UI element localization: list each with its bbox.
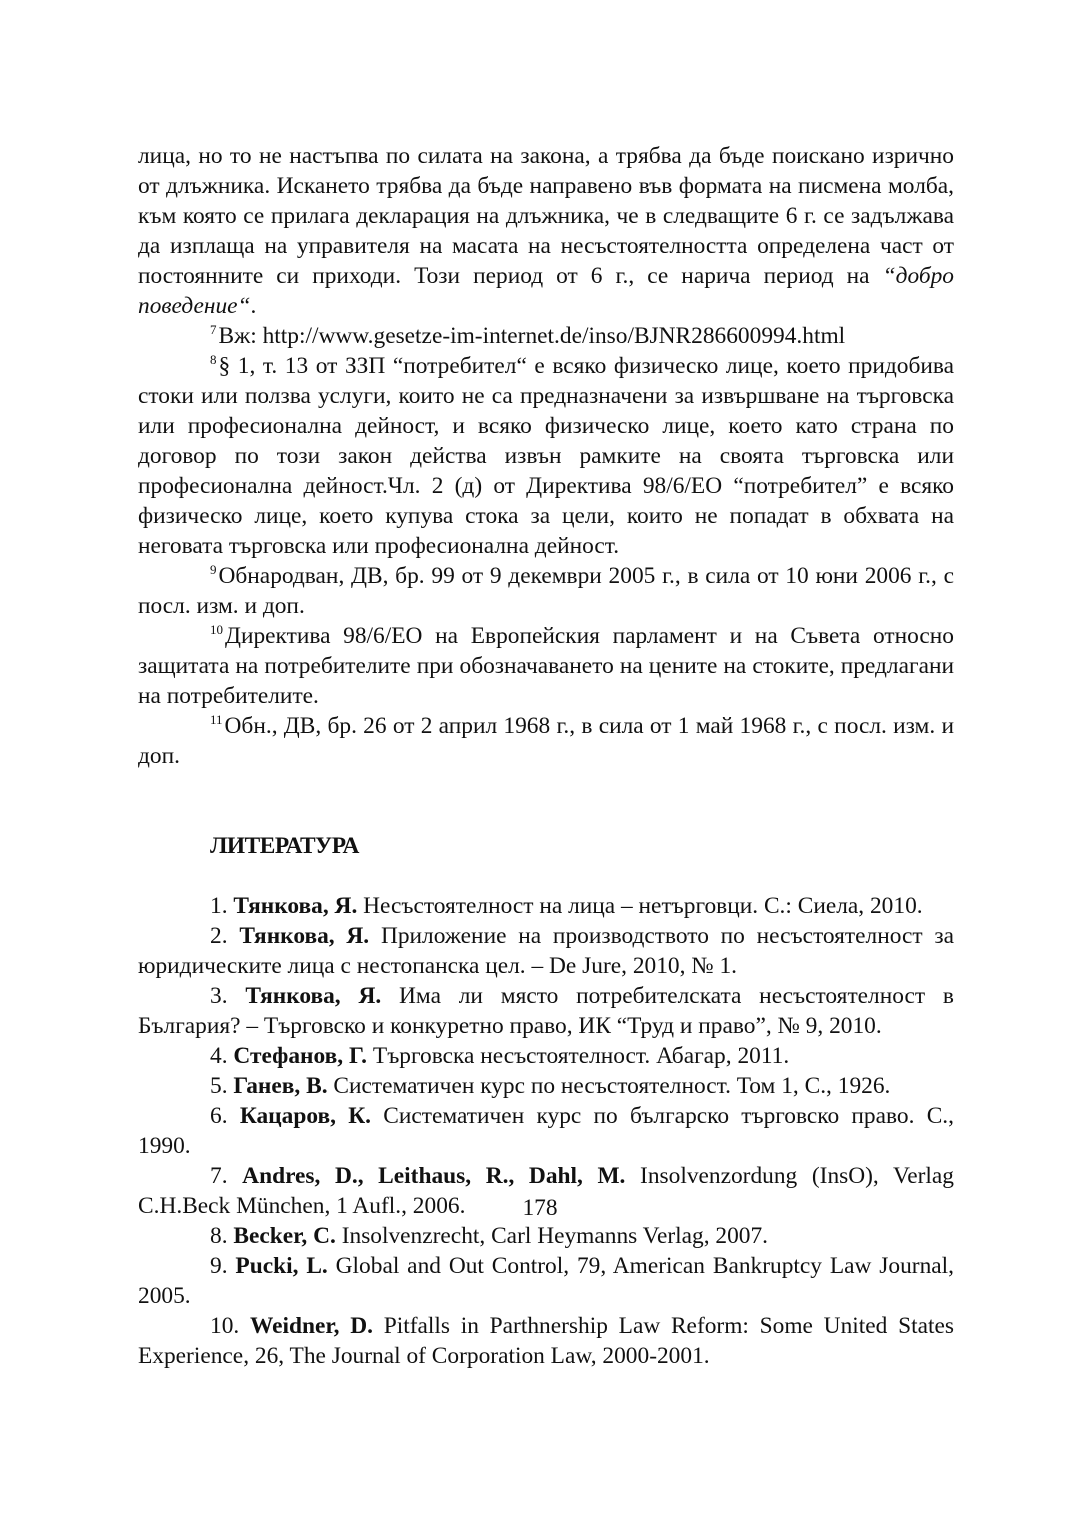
- reference-number: 3.: [210, 983, 228, 1009]
- reference-author: Ганев, В.: [233, 1073, 328, 1099]
- reference-number: 8.: [210, 1223, 228, 1249]
- reference-text: Pitfalls in Parthnership Law Reform: Some United States Experience, 26, The Journal of Corporation Law, 2000-2001.: [138, 1313, 954, 1369]
- footnote-number: 10: [210, 622, 223, 637]
- footnote-number: 8: [210, 352, 217, 367]
- reference-text: Има ли място потребителската несъстоятелност в България? – Търговско и конкуретно право, ИК “Труд и право”, № 9, 2010.: [138, 983, 954, 1039]
- reference-text: Систематичен курс по българско търговско право. С., 1990.: [138, 1103, 954, 1159]
- reference-author: Weidner, D.: [250, 1313, 373, 1339]
- footnote-text: Вж: http://www.gesetze-im-internet.de/inso/BJNR286600994.html: [218, 323, 846, 349]
- reference-number: 5.: [210, 1073, 228, 1099]
- reference-number: 10.: [210, 1313, 240, 1339]
- reference-number: 2.: [210, 923, 228, 949]
- page-number: 178: [522, 1195, 558, 1221]
- reference-text: Систематичен курс по несъстоятелност. Том 1, С., 1926.: [333, 1073, 891, 1099]
- reference-number: 6.: [210, 1103, 228, 1129]
- reference-author: Тянкова, Я.: [233, 893, 358, 919]
- reference-number: 1.: [210, 893, 228, 919]
- footnote-text: Директива 98/6/ЕО на Европейския парламент и на Съвета относно защитата на потребителите при обозначаването на цените на стоките, предлагани на потребителите.: [138, 623, 954, 709]
- page-content: [138, 141, 954, 1371]
- reference-author: Pucki, L.: [235, 1253, 328, 1279]
- reference-text: Търговска несъстоятелност. Абагар, 2011.: [372, 1043, 790, 1069]
- reference-text: Приложение на производството по несъстоятелност за юридическите лица с нестопанска цел. – De Jure, 2010, № 1.: [138, 923, 954, 979]
- footnote-text: § 1, т. 13 от ЗЗП “потребител“ е всяко физическо лице, което придобива стоки или ползва услуги, които не са предназначени за извършване на търговска или професионална дейност, и всяко физическо лице, което като страна по договор по този закон действа извън рамките на своята търговска или професионална дейност.Чл. 2 (д) от Директива 98/6/ЕО “потребител” е всяко физическо лице, което купува стока за цели, които не попадат в обхвата на неговата търговска или професионална дейност.: [138, 353, 954, 559]
- reference-text: Global and Out Control, 79, American Bankruptcy Law Journal, 2005.: [138, 1253, 954, 1309]
- reference-author: Andres, D., Leithaus, R., Dahl, M.: [242, 1163, 626, 1189]
- reference-author: Стефанов, Г.: [233, 1043, 368, 1069]
- reference-text: Insolvenzrecht, Carl Heymanns Verlag, 2007.: [341, 1223, 769, 1249]
- references-heading: ЛИТЕРАТУРА: [210, 833, 359, 859]
- reference-number: 9.: [210, 1253, 228, 1279]
- footnote-number: 9: [210, 562, 217, 577]
- reference-text: Insolvenzordung (InsO), Verlag C.H.Beck München, 1 Aufl., 2006.: [138, 1163, 954, 1219]
- footnote-number: 7: [210, 322, 217, 337]
- intro-end: .: [250, 293, 257, 319]
- reference-text: Несъстоятелност на лица – нетърговци. С.: Сиела, 2010.: [363, 893, 923, 919]
- reference-number: 4.: [210, 1043, 228, 1069]
- footnote-number: 11: [210, 712, 223, 727]
- reference-author: Тянкова, Я.: [245, 983, 382, 1009]
- reference-number: 7.: [210, 1163, 228, 1189]
- footnote-text: Обнародван, ДВ, бр. 99 от 9 декември 2005 г., в сила от 10 юни 2006 г., с посл. изм. и доп.: [138, 563, 954, 619]
- reference-author: Becker, C.: [233, 1223, 336, 1249]
- intro-italic-phrase: “добро поведение“: [138, 263, 954, 319]
- footnote-text: Обн., ДВ, бр. 26 от 2 април 1968 г., в сила от 1 май 1968 г., с посл. изм. и доп.: [138, 713, 954, 769]
- reference-author: Тянкова, Я.: [239, 923, 370, 949]
- intro-text: лица, но то не настъпва по силата на закона, а трябва да бъде поискано изрично от длъжника. Искането трябва да бъде направено във формата на писмена молба, към която се прилага декларация на длъжника, че в следващите 6 г. се задължава да изплаща на управителя на масата на несъстоятелността определена част от постоянните си приходи. Този период от 6 г., се нарича период на: [138, 143, 954, 289]
- reference-author: Кацаров, К.: [239, 1103, 372, 1129]
